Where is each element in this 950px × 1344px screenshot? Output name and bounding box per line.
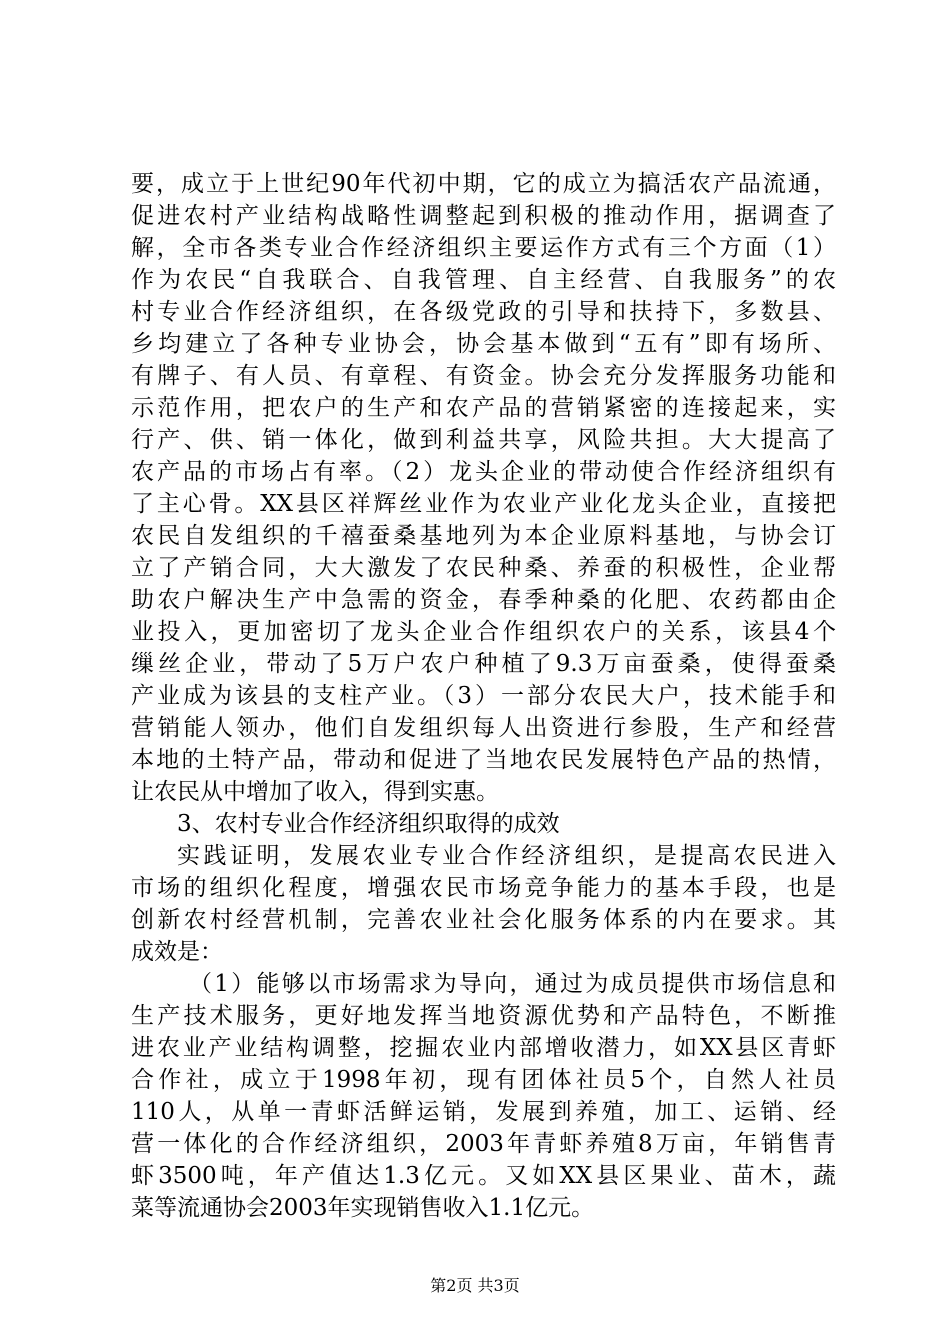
text-line: 助农户解决生产中急需的资金，春季种桑的化肥、农药都由企 xyxy=(131,587,836,613)
text-line: 合作社，成立于1998年初，现有团体社员5个，自然人社员 xyxy=(131,1067,836,1093)
text-line: 行产、供、销一体化，做到利益共享，风险共担。大大提高了 xyxy=(131,427,836,453)
text-line: 产业成为该县的支柱产业。（3）一部分农民大户，技术能手和 xyxy=(131,683,836,709)
text-line: 乡均建立了各种专业协会，协会基本做到“五有”即有场所、 xyxy=(131,331,836,357)
text-line: 立了产销合同，大大激发了农民种桑、养蚕的积极性，企业帮 xyxy=(131,555,836,581)
page-number: 第2页 共3页 xyxy=(430,1276,520,1295)
text-line: 营销能人领办，他们自发组织每人出资进行参股，生产和经营 xyxy=(131,715,836,741)
text-line: 虾3500吨，年产值达1.3亿元。又如XX县区果业、苗木，蔬 xyxy=(131,1163,836,1189)
text-line: 作为农民“自我联合、自我管理、自主经营、自我服务”的农 xyxy=(131,267,836,293)
text-line: （1）能够以市场需求为导向，通过为成员提供市场信息和 xyxy=(189,971,836,997)
text-line: 110人，从单一青虾活鲜运销，发展到养殖，加工、运销、经 xyxy=(131,1099,836,1125)
text-line: 实践证明，发展农业专业合作经济组织，是提高农民进入 xyxy=(177,843,836,869)
text-line: 农民自发组织的千禧蚕桑基地列为本企业原料基地，与协会订 xyxy=(131,523,836,549)
section-heading: 3、农村专业合作经济组织取得的成效 xyxy=(177,811,560,837)
text-line: 示范作用，把农户的生产和农产品的营销紧密的连接起来，实 xyxy=(131,395,836,421)
text-line: 农产品的市场占有率。（2）龙头企业的带动使合作经济组织有 xyxy=(131,459,836,485)
text-line: 了主心骨。XX县区祥辉丝业作为农业产业化龙头企业，直接把 xyxy=(131,491,836,517)
text-line: 有牌子、有人员、有章程、有资金。协会充分发挥服务功能和 xyxy=(131,363,836,389)
text-line: 本地的土特产品，带动和促进了当地农民发展特色产品的热情， xyxy=(131,747,836,773)
text-line: 市场的组织化程度，增强农民市场竞争能力的基本手段，也是 xyxy=(131,875,836,901)
text-line: 业投入，更加密切了龙头企业合作组织农户的关系，该县4个 xyxy=(131,619,836,645)
text-line: 村专业合作经济组织，在各级党政的引导和扶持下，多数县、 xyxy=(131,299,836,325)
text-line: 生产技术服务，更好地发挥当地资源优势和产品特色，不断推 xyxy=(131,1003,836,1029)
body-text xyxy=(131,168,836,1224)
text-line: 创新农村经营机制，完善农业社会化服务体系的内在要求。其 xyxy=(131,907,836,933)
text-line: 缫丝企业，带动了5万户农户种植了9.3万亩蚕桑，使得蚕桑 xyxy=(131,651,836,677)
text-line: 让农民从中增加了收入，得到实惠。 xyxy=(131,779,499,805)
text-line: 营一体化的合作经济组织，2003年青虾养殖8万亩，年销售青 xyxy=(131,1131,836,1157)
text-line: 菜等流通协会2003年实现销售收入1.1亿元。 xyxy=(131,1195,595,1221)
text-line: 解，全市各类专业合作经济组织主要运作方式有三个方面（1） xyxy=(131,235,836,261)
text-line: 要，成立于上世纪90年代初中期，它的成立为搞活农产品流通， xyxy=(131,171,836,197)
text-line: 促进农村产业结构战略性调整起到积极的推动作用，据调查了 xyxy=(131,203,836,229)
text-line: 成效是： xyxy=(131,939,223,965)
text-line: 进农业产业结构调整，挖掘农业内部增收潜力，如XX县区青虾 xyxy=(131,1035,836,1061)
